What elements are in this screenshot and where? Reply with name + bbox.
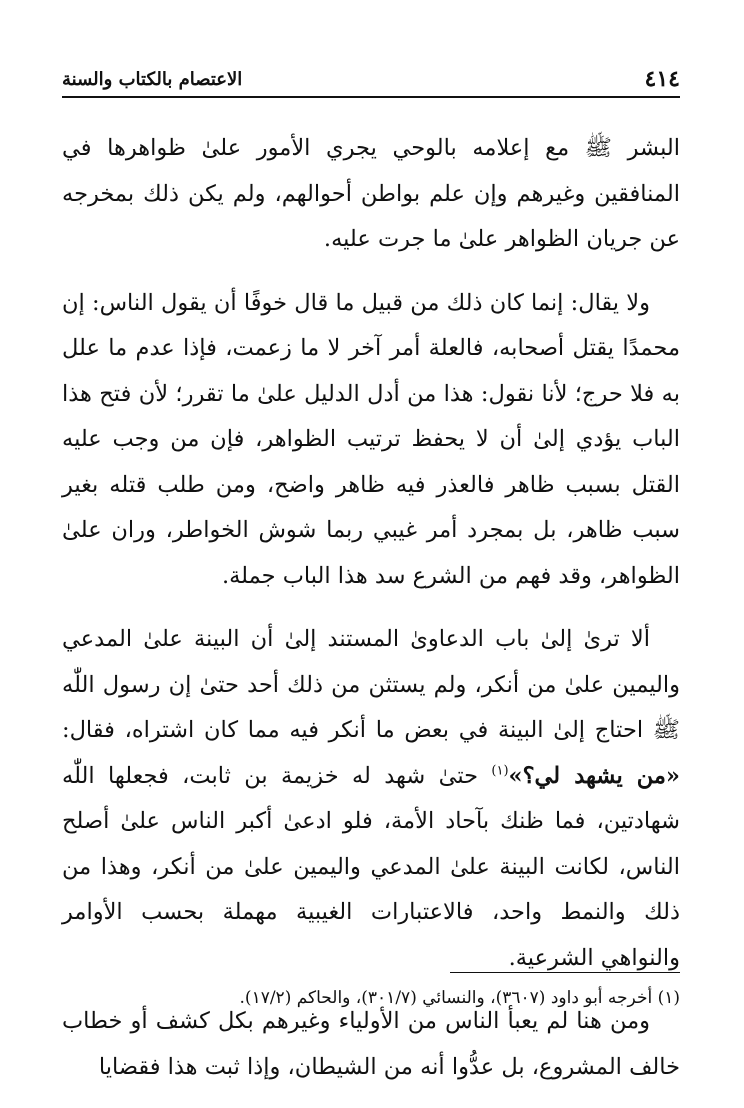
footnote-divider [450,972,680,973]
paragraph-3-after: حتىٰ شهد له خزيمة بن ثابت، فجعلها اللّٰه شهادتين، فما ظنك بآحاد الأمة، فلو ادعىٰ أكبر الناس علىٰ أصلح الناس، لكانت البينة علىٰ المدعي واليمين علىٰ من أنكر، وهذا من ذلك والنمط واحد، فالاعتبارات الغيبية مهملة بحسب الأوامر والنواهي الشرعية. [62,762,680,971]
hadith-quote: «من يشهد لي؟» [508,762,680,789]
page-header [62,62,680,98]
footnote: (١) أخرجه أبو داود (٣٦٠٧)، والنسائي (٣٠١/٧)، والحاكم (١٧/٢). [239,988,680,1008]
body-text [62,126,680,1108]
paragraph-4: ومن هنا لم يعبأ الناس من الأولياء وغيرهم بكل كشف أو خطاب خالف المشروع، بل عدُّوا أنه من الشيطان، وإذا ثبت هذا فقضايا [62,1008,680,1080]
page-number: ٤١٤ [644,66,680,92]
paragraph-3-before: ألا ترىٰ إلىٰ باب الدعاوىٰ المستند إلىٰ أن البينة علىٰ المدعي واليمين علىٰ من أنكر، ولم يستثن من ذلك أحد حتىٰ إن رسول اللّٰه ﷺ احتاج إلىٰ البينة في بعض ما أنكر فيه مما كان اشتراه، فقال: [62,626,680,743]
running-title: الاعتصام بالكتاب والسنة [62,68,243,90]
paragraph-2: ولا يقال: إنما كان ذلك من قبيل ما قال خوفًا أن يقول الناس: إن محمدًا يقتل أصحابه، فالعلة أمر آخر لا ما زعمت، فإذا عدم ما علل به فلا حرج؛ لأنا نقول: هذا من أدل الدليل علىٰ ما تقرر؛ لأن فتح هذا الباب يؤدي إلىٰ أن لا يحفظ ترتيب الظواهر، فإن من وجب عليه القتل بسبب ظاهر فالعذر فيه ظاهر واضح، ومن طلب قتله بغير سبب ظاهر، بل بمجرد أمر غيبي ربما شوش الخواطر، وران علىٰ الظواهر، وقد فهم من الشرع سد هذا الباب جملة. [62,289,680,589]
paragraph-1: البشر ﷺ مع إعلامه بالوحي يجري الأمور علىٰ ظواهرها في المنافقين وغيرهم وإن علم بواطن أحوالهم، ولم يكن ذلك بمخرجه عن جريان الظواهر علىٰ ما جرت عليه. [62,135,680,252]
footnote-reference[interactable]: (١) [491,763,509,778]
paragraph-3 [62,617,680,981]
